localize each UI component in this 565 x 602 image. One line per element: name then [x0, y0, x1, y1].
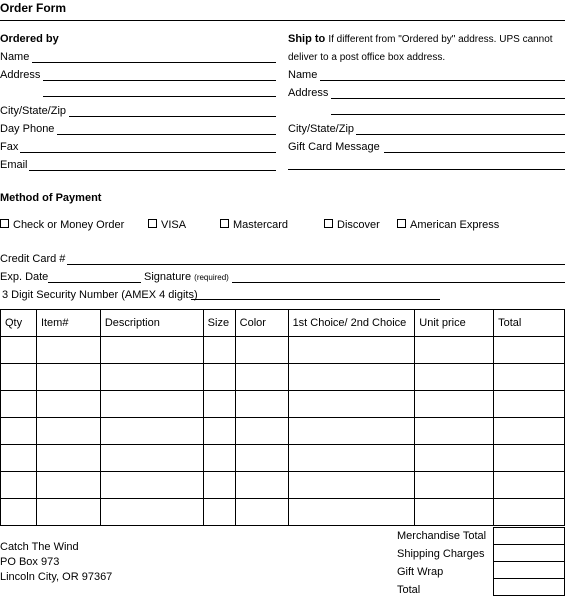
- table-row[interactable]: [1, 445, 565, 472]
- ship-address-field[interactable]: [331, 98, 565, 99]
- security-label: 3 Digit Security Number (AMEX 4 digits): [2, 289, 198, 301]
- ship-to-heading: Ship to: [288, 33, 326, 45]
- header-qty: Qty: [1, 310, 37, 337]
- page-title: Order Form: [0, 1, 67, 15]
- grand-total-label: Total: [397, 584, 421, 596]
- ordered-email-field[interactable]: [29, 170, 276, 171]
- table-header-row: [1, 310, 565, 337]
- ordered-phone-field[interactable]: [57, 134, 276, 135]
- ordered-fax-field[interactable]: [20, 152, 276, 153]
- signature-field[interactable]: [232, 282, 565, 283]
- header-color: Color: [235, 310, 288, 337]
- credit-card-field[interactable]: [67, 264, 565, 265]
- ship-to-note-2: deliver to a post office box address.: [288, 52, 446, 63]
- amex-option[interactable]: [397, 219, 499, 232]
- visa-label: VISA: [161, 219, 187, 231]
- discover-option[interactable]: [324, 219, 380, 232]
- ship-address-field-2[interactable]: [331, 114, 565, 115]
- ordered-by-heading: Ordered by: [0, 33, 59, 45]
- header-size: Size: [203, 310, 235, 337]
- ship-to-heading-line: [288, 33, 553, 46]
- company-city: Lincoln City, OR 97367: [0, 571, 113, 583]
- mastercard-option[interactable]: [220, 219, 288, 232]
- check-label: Check or Money Order: [13, 219, 125, 231]
- checkbox-icon: [324, 219, 333, 228]
- header-total: Total: [494, 310, 565, 337]
- ordered-name-label: Name: [0, 51, 30, 63]
- items-table: [0, 309, 565, 526]
- ordered-address-field-2[interactable]: [43, 96, 276, 97]
- ordered-phone-label: Day Phone: [0, 123, 55, 135]
- ship-name-field[interactable]: [320, 80, 565, 81]
- ordered-email-label: Email: [0, 159, 28, 171]
- table-row[interactable]: [1, 364, 565, 391]
- shipping-charges-field[interactable]: [494, 545, 565, 562]
- title-rule: [0, 20, 565, 21]
- signature-note: (required): [194, 273, 229, 282]
- ship-address-label: Address: [288, 87, 329, 99]
- company-box: PO Box 973: [0, 556, 60, 568]
- ordered-fax-label: Fax: [0, 141, 19, 153]
- discover-label: Discover: [337, 219, 380, 231]
- ordered-city-label: City/State/Zip: [0, 105, 67, 117]
- header-choice: 1st Choice/ 2nd Choice: [288, 310, 415, 337]
- checkbox-icon: [220, 219, 229, 228]
- exp-date-label: Exp. Date: [0, 271, 49, 283]
- ordered-address-field[interactable]: [43, 80, 276, 81]
- security-field[interactable]: [191, 299, 440, 300]
- header-description: Description: [100, 310, 203, 337]
- amex-label: American Express: [410, 219, 500, 231]
- checkbox-icon: [148, 219, 157, 228]
- header-unit-price: Unit price: [415, 310, 494, 337]
- gift-message-field-2[interactable]: [288, 169, 565, 170]
- company-name: Catch The Wind: [0, 541, 79, 553]
- gift-wrap-label: Gift Wrap: [397, 566, 444, 578]
- table-row[interactable]: [1, 472, 565, 499]
- grand-total-field[interactable]: [494, 579, 565, 596]
- ship-name-label: Name: [288, 69, 318, 81]
- ordered-city-field[interactable]: [69, 116, 276, 117]
- gift-wrap-field[interactable]: [494, 562, 565, 579]
- table-row[interactable]: [1, 418, 565, 445]
- mastercard-label: Mastercard: [233, 219, 289, 231]
- visa-option[interactable]: [148, 219, 186, 232]
- ordered-name-field[interactable]: [32, 62, 276, 63]
- gift-message-label: Gift Card Message: [288, 141, 380, 153]
- merchandise-total-field[interactable]: [494, 528, 565, 545]
- ship-city-label: City/State/Zip: [288, 123, 355, 135]
- signature-label-line: [144, 271, 229, 284]
- merchandise-total-label: Merchandise Total: [397, 530, 487, 542]
- table-row[interactable]: [1, 391, 565, 418]
- table-row[interactable]: [1, 337, 565, 364]
- header-item: Item#: [36, 310, 100, 337]
- gift-message-field[interactable]: [384, 152, 565, 153]
- check-option[interactable]: [0, 219, 124, 232]
- payment-heading: Method of Payment: [0, 192, 102, 204]
- ship-city-field[interactable]: [356, 134, 565, 135]
- signature-label: Signature: [144, 271, 192, 283]
- credit-card-label: Credit Card #: [0, 253, 66, 265]
- exp-date-field[interactable]: [48, 282, 141, 283]
- table-row[interactable]: [1, 499, 565, 526]
- checkbox-icon: [397, 219, 406, 228]
- checkbox-icon: [0, 219, 9, 228]
- shipping-charges-label: Shipping Charges: [397, 548, 485, 560]
- ship-to-note: If different from "Ordered by" address. UPS cannot: [328, 34, 553, 45]
- totals-table: [493, 527, 565, 596]
- ordered-address-label: Address: [0, 69, 41, 81]
